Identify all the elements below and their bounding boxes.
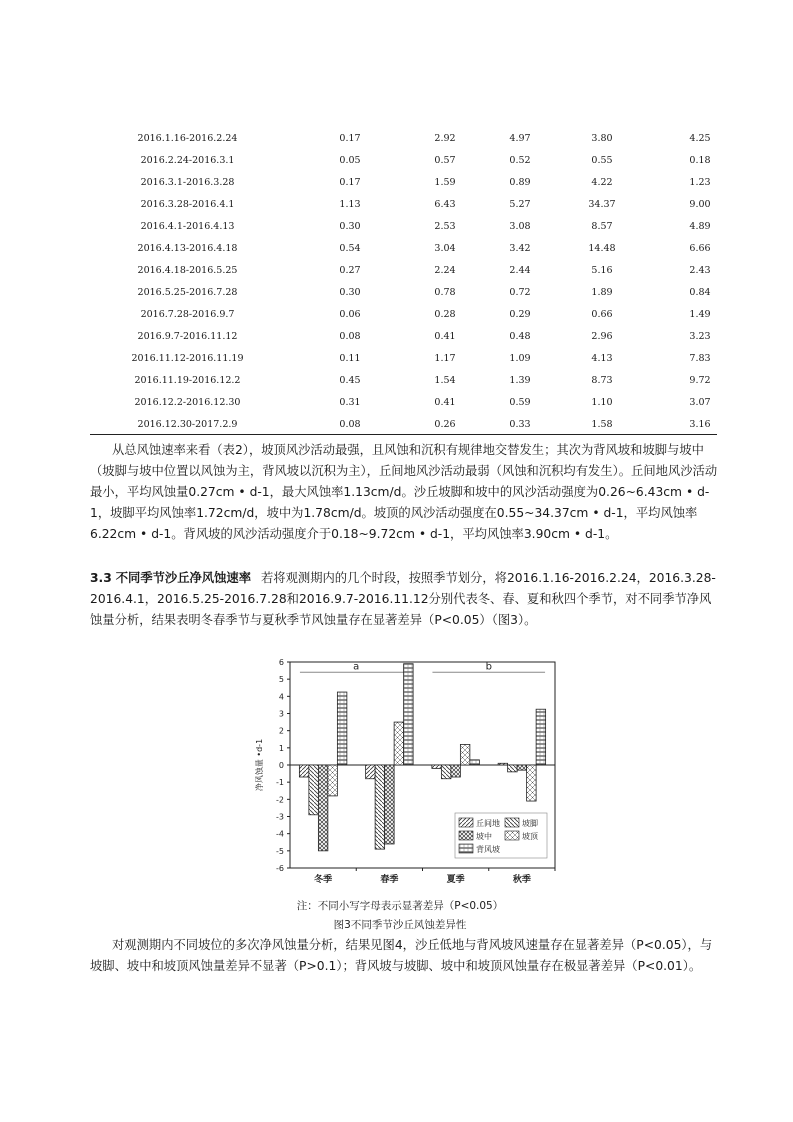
bar-2-2 bbox=[451, 765, 461, 777]
cell-value: 1.23 bbox=[689, 177, 711, 188]
table-row bbox=[115, 195, 730, 217]
figure-note: 注：不同小写字母表示显著差异（P<0.05） bbox=[296, 900, 504, 912]
cell-period: 2016.12.30-2017.2.9 bbox=[137, 419, 238, 430]
cell-value: 3.07 bbox=[689, 397, 711, 408]
cell-value: 4.25 bbox=[689, 133, 711, 144]
x-tick-label: 春季 bbox=[380, 875, 399, 885]
legend-entry: 坡顶 bbox=[522, 832, 538, 841]
table-row bbox=[115, 261, 730, 283]
table-row bbox=[115, 151, 730, 173]
table-row bbox=[115, 371, 730, 393]
table-row bbox=[115, 173, 730, 195]
bar-3-2 bbox=[460, 744, 470, 765]
cell-value: 0.59 bbox=[509, 397, 531, 408]
cell-value: 5.16 bbox=[591, 265, 613, 276]
y-tick-label: -5 bbox=[276, 846, 284, 856]
cell-value: 3.04 bbox=[434, 243, 456, 254]
cell-value: 8.73 bbox=[591, 375, 613, 386]
cell-value: 2.96 bbox=[591, 331, 613, 342]
cell-value: 9.00 bbox=[689, 199, 711, 210]
cell-value: 0.29 bbox=[509, 309, 531, 320]
paragraph-text: 从总风蚀速率来看（表2），坡顶风沙活动最强，且风蚀和沉积有规律地交替发生；其次为背风坡和坡脚与坡中（坡脚与坡中位置以风蚀为主，背风坡以沉积为主），丘间地风沙活动最弱（风蚀和沉积均有发生）。丘间地风沙活动最小，平均风蚀量0.27cm • d-1，最大风蚀率1.13cm/d。沙丘坡脚和坡中的风沙活动强度为0.26~6.43cm • d-1，坡脚平均风蚀率1.72cm/d，坡中为1.78cm/d。坡顶的风沙活动强度在0.55~34.37cm • d-1，平均风蚀率6.22cm • d-1。背风坡的风沙活动强度介于0.18~9.72cm • d-1，平均风蚀率3.90cm • d-1。 bbox=[90, 443, 718, 541]
cell-value: 2.92 bbox=[434, 133, 456, 144]
cell-value: 2.43 bbox=[689, 265, 711, 276]
table-row bbox=[115, 239, 730, 261]
bar-4-3 bbox=[536, 709, 546, 765]
y-tick-label: 0 bbox=[278, 761, 284, 770]
cell-value: 34.37 bbox=[588, 199, 616, 210]
cell-period: 2016.1.16-2016.2.24 bbox=[137, 133, 238, 144]
section-3-3 bbox=[90, 568, 718, 631]
legend-swatch bbox=[459, 818, 473, 827]
y-tick-label: -4 bbox=[276, 829, 284, 839]
cell-value: 1.13 bbox=[339, 199, 361, 210]
y-tick-label: 3 bbox=[278, 709, 284, 719]
cell-value: 1.17 bbox=[434, 353, 456, 364]
bar-3-0 bbox=[328, 765, 338, 796]
paragraph-text: 若将观测期内的几个时段，按照季节划分，将2016.1.16-2016.2.24，2016.3.28-2016.4.1，2016.5.25-2016.7.28和2016.9.7-2016.11.12分别代表冬、春、夏和秋四个季节，对不同季节净风蚀量分析，结果表明冬春季节与夏秋季节风蚀量存在显著差异（P<0.05）（图3）。 bbox=[90, 571, 716, 627]
cell-value: 0.11 bbox=[339, 353, 361, 364]
bar-0-0 bbox=[299, 765, 309, 777]
cell-value: 5.27 bbox=[509, 199, 531, 210]
cell-value: 0.52 bbox=[509, 155, 531, 166]
paragraph-text: 对观测期内不同坡位的多次净风蚀量分析，结果见图4，沙丘低地与背风坡风速量存在显著差异（P<0.05），与坡脚、坡中和坡顶风蚀量差异不显著（P>0.1）；背风坡与坡脚、坡中和坡顶风蚀量存在极显著差异（P<0.01）。 bbox=[90, 938, 713, 973]
cell-period: 2016.4.13-2016.4.18 bbox=[137, 243, 238, 254]
cell-value: 3.80 bbox=[591, 133, 613, 144]
cell-value: 6.66 bbox=[689, 243, 711, 254]
cell-period: 2016.11.19-2016.12.2 bbox=[134, 375, 241, 386]
cell-value: 9.72 bbox=[689, 375, 711, 386]
cell-value: 0.08 bbox=[339, 331, 361, 342]
cell-period: 2016.4.18-2016.5.25 bbox=[137, 265, 238, 276]
significance-label: b bbox=[485, 661, 492, 673]
cell-value: 1.49 bbox=[689, 309, 711, 320]
cell-period: 2016.7.28-2016.9.7 bbox=[140, 309, 235, 320]
y-tick-label: 5 bbox=[278, 675, 284, 685]
bar-4-0 bbox=[337, 692, 347, 765]
legend-entry: 背风坡 bbox=[476, 845, 500, 854]
cell-value: 0.33 bbox=[509, 419, 531, 430]
legend-entry: 坡中 bbox=[476, 832, 492, 841]
cell-value: 0.54 bbox=[339, 243, 361, 254]
legend-swatch bbox=[505, 831, 519, 840]
table-bottom-rule bbox=[90, 434, 717, 435]
table-row bbox=[115, 305, 730, 327]
cell-value: 0.30 bbox=[339, 221, 361, 232]
cell-value: 1.09 bbox=[509, 353, 531, 364]
cell-value: 0.89 bbox=[509, 177, 531, 188]
section-number: 3.3 bbox=[90, 571, 112, 585]
table-row bbox=[115, 283, 730, 305]
paragraph-wind-erosion-rate bbox=[90, 440, 718, 545]
figure-caption: 图3不同季节沙丘风蚀差异性 bbox=[333, 919, 467, 931]
x-tick-label: 夏季 bbox=[446, 875, 465, 885]
y-tick-label: 1 bbox=[278, 743, 284, 753]
cell-value: 8.57 bbox=[591, 221, 613, 232]
cell-period: 2016.5.25-2016.7.28 bbox=[137, 287, 238, 298]
cell-value: 0.17 bbox=[339, 133, 361, 144]
legend-entry: 丘间地 bbox=[476, 819, 500, 828]
y-tick-label: -2 bbox=[276, 795, 284, 805]
cell-value: 1.39 bbox=[509, 375, 531, 386]
bar-3-3 bbox=[527, 765, 537, 801]
cell-value: 0.31 bbox=[339, 397, 361, 408]
y-axis-label: 净风蚀量 •d-1 bbox=[255, 738, 264, 792]
cell-value: 4.13 bbox=[591, 353, 613, 364]
cell-period: 2016.3.28-2016.4.1 bbox=[140, 199, 235, 210]
cell-value: 1.54 bbox=[434, 375, 456, 386]
bar-0-3 bbox=[498, 763, 508, 765]
cell-value: 3.08 bbox=[509, 221, 531, 232]
table-row bbox=[115, 349, 730, 371]
bar-4-2 bbox=[470, 760, 480, 765]
cell-value: 0.78 bbox=[434, 287, 456, 298]
table-row bbox=[115, 327, 730, 349]
cell-value: 0.72 bbox=[509, 287, 531, 298]
cell-period: 2016.2.24-2016.3.1 bbox=[140, 155, 235, 166]
significance-label: a bbox=[353, 661, 360, 673]
cell-value: 0.48 bbox=[509, 331, 531, 342]
cell-value: 0.45 bbox=[339, 375, 361, 386]
x-tick-label: 冬季 bbox=[314, 875, 333, 885]
section-title: 不同季节沙丘净风蚀速率 bbox=[115, 571, 251, 585]
bar-1-1 bbox=[375, 765, 385, 849]
cell-value: 6.43 bbox=[434, 199, 456, 210]
cell-value: 1.10 bbox=[591, 397, 613, 408]
cell-value: 0.57 bbox=[434, 155, 456, 166]
cell-value: 3.42 bbox=[509, 243, 531, 254]
cell-period: 2016.9.7-2016.11.12 bbox=[137, 331, 238, 342]
cell-value: 4.97 bbox=[509, 133, 531, 144]
cell-value: 2.24 bbox=[434, 265, 456, 276]
cell-value: 0.41 bbox=[434, 397, 456, 408]
table-row bbox=[115, 217, 730, 239]
paragraph-slope-position bbox=[90, 935, 718, 977]
bar-4-1 bbox=[404, 664, 414, 765]
table-row bbox=[115, 129, 730, 151]
cell-period: 2016.12.2-2016.12.30 bbox=[134, 397, 241, 408]
bar-0-1 bbox=[366, 765, 376, 779]
cell-value: 0.05 bbox=[339, 155, 361, 166]
cell-value: 0.08 bbox=[339, 419, 361, 430]
cell-value: 0.30 bbox=[339, 287, 361, 298]
cell-period: 2016.11.12-2016.11.19 bbox=[131, 353, 244, 364]
y-tick-label: -6 bbox=[276, 864, 284, 873]
y-tick-label: -3 bbox=[276, 812, 284, 822]
cell-value: 1.58 bbox=[591, 419, 613, 430]
bar-0-2 bbox=[432, 765, 442, 768]
bar-2-3 bbox=[517, 765, 527, 770]
y-tick-label: 4 bbox=[278, 692, 284, 702]
cell-value: 0.18 bbox=[689, 155, 711, 166]
x-tick-label: 秋季 bbox=[512, 875, 531, 885]
y-tick-label: 6 bbox=[278, 658, 284, 667]
bar-1-0 bbox=[309, 765, 319, 815]
cell-value: 4.22 bbox=[591, 177, 613, 188]
cell-value: 1.59 bbox=[434, 177, 456, 188]
cell-value: 1.89 bbox=[591, 287, 613, 298]
bar-1-3 bbox=[508, 765, 518, 772]
cell-value: 0.66 bbox=[591, 309, 613, 320]
y-tick-label: 2 bbox=[278, 726, 284, 736]
legend-swatch bbox=[459, 831, 473, 840]
cell-value: 0.27 bbox=[339, 265, 361, 276]
bar-1-2 bbox=[441, 765, 451, 779]
cell-value: 0.55 bbox=[591, 155, 613, 166]
bar-3-1 bbox=[394, 722, 404, 765]
cell-value: 0.28 bbox=[434, 309, 456, 320]
cell-value: 0.84 bbox=[689, 287, 711, 298]
cell-value: 14.48 bbox=[588, 243, 616, 254]
y-tick-label: -1 bbox=[276, 778, 284, 788]
legend-entry: 坡脚 bbox=[522, 819, 538, 828]
cell-value: 0.17 bbox=[339, 177, 361, 188]
seasonal-erosion-chart bbox=[250, 650, 560, 895]
legend-swatch bbox=[459, 844, 473, 853]
cell-period: 2016.4.1-2016.4.13 bbox=[140, 221, 235, 232]
cell-value: 0.26 bbox=[434, 419, 456, 430]
legend-swatch bbox=[505, 818, 519, 827]
cell-value: 4.89 bbox=[689, 221, 711, 232]
cell-period: 2016.3.1-2016.3.28 bbox=[140, 177, 235, 188]
cell-value: 0.06 bbox=[339, 309, 361, 320]
cell-value: 2.44 bbox=[509, 265, 531, 276]
bar-2-0 bbox=[318, 765, 328, 851]
cell-value: 2.53 bbox=[434, 221, 456, 232]
cell-value: 3.16 bbox=[689, 419, 711, 430]
table-row bbox=[115, 393, 730, 415]
cell-value: 7.83 bbox=[689, 353, 711, 364]
cell-value: 0.41 bbox=[434, 331, 456, 342]
cell-value: 3.23 bbox=[689, 331, 711, 342]
bar-2-1 bbox=[385, 765, 395, 844]
